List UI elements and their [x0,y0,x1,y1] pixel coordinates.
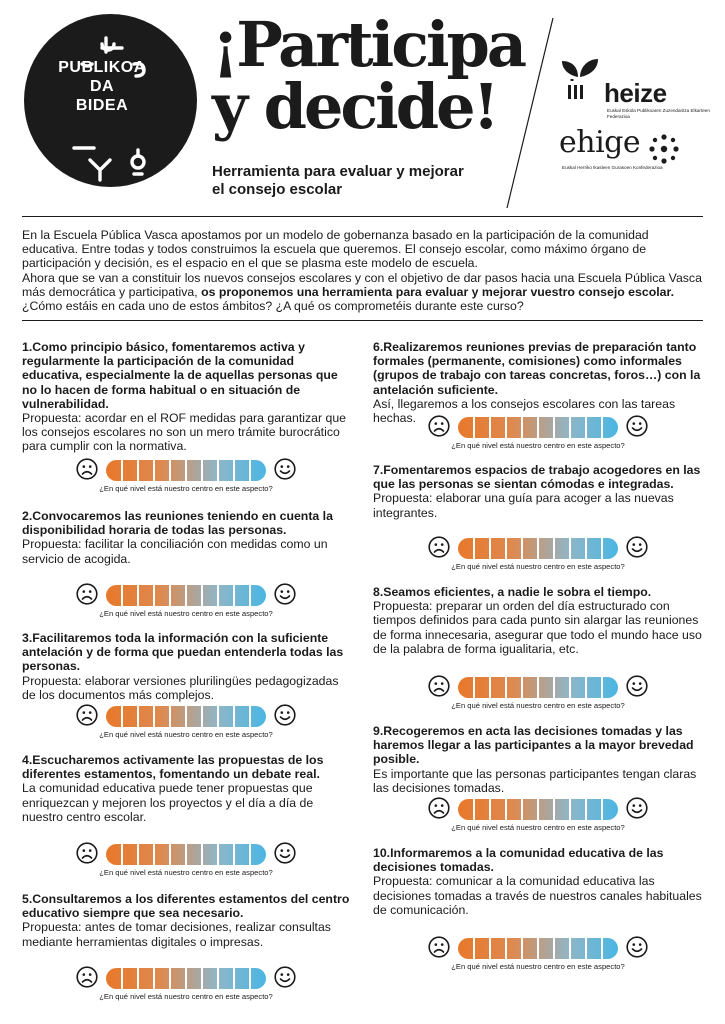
commitment-item-5 [22,892,354,949]
rating-segment-divider [121,460,123,481]
rating-segment-divider [121,585,123,606]
rating-bar[interactable] [106,844,266,865]
rating-scale-5[interactable] [76,966,296,1006]
rating-segment-divider [201,585,203,606]
rating-segment-divider [233,585,235,606]
rating-segment-divider [601,799,603,820]
rating-bar[interactable] [106,968,266,989]
rating-segment-divider [585,799,587,820]
rating-segment-divider [121,844,123,865]
rating-segment-divider [233,844,235,865]
commitment-title: 10.Informaremos a la comunidad educativa de las decisiones tomadas. [373,846,664,875]
commitment-item-6 [373,340,705,425]
commitment-title: 8.Seamos eficientes, a nadie le sobra el tiempo. [373,585,652,599]
commitment-proposal: Es importante que las personas participantes tengan claras las decisiones tomadas. [373,766,697,795]
rating-segment-divider [473,938,475,959]
rating-segment-divider [601,938,603,959]
rating-segment-divider [201,844,203,865]
rating-question: ¿En qué nivel está nuestro centro en este aspecto? [99,609,273,618]
intro-paragraph-2 [22,271,702,314]
rating-segment-divider [569,799,571,820]
rating-segment-divider [137,706,139,727]
rating-question: ¿En qué nivel está nuestro centro en este aspecto? [99,992,273,1001]
rating-bar[interactable] [458,677,618,698]
rating-segment-divider [521,538,523,559]
commitment-proposal: Propuesta: elaborar una guía para acoger a las nuevas integrantes. [373,491,674,520]
rating-segment-divider [137,585,139,606]
commitment-item-9 [373,724,705,795]
rating-segment-divider [249,706,251,727]
sad-face-icon[interactable] [76,704,98,726]
title-line-2: y decide! [212,70,497,143]
commitment-proposal: Propuesta: preparar un orden del día estructurado con tiempos definidos para cada punto sin alargar las reuniones de forma innecesaria, asegurar que todo el mundo hace uso de la palabra de forma igualitaria, etc. [373,599,702,656]
rating-scale-8[interactable] [428,675,648,715]
rating-segment-divider [505,538,507,559]
rating-question: ¿En qué nivel está nuestro centro en este aspecto? [451,701,625,710]
rating-bar[interactable] [458,538,618,559]
rating-segment-divider [217,460,219,481]
rating-segment-divider [153,460,155,481]
page-subtitle: Herramienta para evaluar y mejorar el consejo escolar [212,163,464,198]
rating-segment-divider [553,417,555,438]
rating-bar[interactable] [458,799,618,820]
rating-segment-divider [233,706,235,727]
happy-face-icon[interactable] [626,936,648,958]
rating-segment-divider [537,938,539,959]
rating-segment-divider [601,677,603,698]
sad-face-icon[interactable] [76,458,98,480]
rating-segment-divider [505,417,507,438]
commitment-proposal: La comunidad educativa puede tener propuestas que enriquezcan y mejoren los proyectos y el día a día de nuestro centro escolar. [22,781,314,824]
rating-segment-divider [169,460,171,481]
rating-segment-divider [201,706,203,727]
rating-segment-divider [489,417,491,438]
rating-segment-divider [569,538,571,559]
rating-segment-divider [249,460,251,481]
sad-face-icon[interactable] [76,583,98,605]
rating-segment-divider [121,706,123,727]
rating-segment-divider [249,585,251,606]
rating-segment-divider [537,538,539,559]
rating-segment-divider [601,538,603,559]
rating-segment-divider [489,938,491,959]
title-line-1: ¡Participa [212,8,525,81]
rating-segment-divider [521,938,523,959]
rating-segment-divider [569,677,571,698]
logo-wordmark [42,58,162,115]
header-divider [505,18,555,208]
rating-scale-3[interactable] [76,704,296,744]
rating-segment-divider [137,460,139,481]
rating-segment-divider [537,799,539,820]
sad-face-icon[interactable] [428,797,450,819]
rating-segment-divider [185,968,187,989]
rating-segment-divider [505,677,507,698]
rating-segment-divider [137,968,139,989]
rating-scale-6[interactable] [428,415,648,455]
rating-segment-divider [153,585,155,606]
rating-bar[interactable] [458,417,618,438]
rating-segment-divider [505,938,507,959]
rating-segment-divider [537,417,539,438]
commitment-title: 4.Escucharemos activamente las propuestas de los diferentes estamentos, fomentando un debate real. [22,753,324,782]
rating-segment-divider [521,417,523,438]
rating-segment-divider [185,460,187,481]
rating-segment-divider [489,538,491,559]
rating-bar[interactable] [458,938,618,959]
commitment-title: 5.Consultaremos a los diferentes estamentos del centro educativo siempre que sea necesario. [22,892,350,921]
commitment-proposal: Propuesta: antes de tomar decisiones, realizar consultas mediante herramientas digitales o impresas. [22,920,331,949]
rating-segment-divider [585,677,587,698]
sparkle-dots-icon [647,132,681,166]
commitment-item-7 [373,463,705,520]
sad-face-icon[interactable] [428,936,450,958]
rating-segment-divider [601,417,603,438]
rating-segment-divider [153,968,155,989]
rating-segment-divider [169,968,171,989]
rating-segment-divider [249,844,251,865]
rating-question: ¿En qué nivel está nuestro centro en este aspecto? [451,823,625,832]
rating-question: ¿En qué nivel está nuestro centro en este aspecto? [451,441,625,450]
rating-segment-divider [505,799,507,820]
commitment-title: 2.Convocaremos las reuniones teniendo en cuenta la disponibilidad horaria de todas las personas. [22,509,333,538]
rating-segment-divider [585,417,587,438]
rating-question: ¿En qué nivel está nuestro centro en este aspecto? [99,868,273,877]
sad-face-icon[interactable] [76,966,98,988]
rating-bar[interactable] [106,706,266,727]
rating-segment-divider [553,799,555,820]
happy-face-icon[interactable] [274,704,296,726]
intro-text [22,228,702,313]
rating-question: ¿En qué nivel está nuestro centro en este aspecto? [451,562,625,571]
intro-paragraph-2-end: ¿Cómo estáis en cada uno de estos ámbitos? ¿A qué os comprometéis durante este curso? [22,299,524,314]
intro-divider [22,320,703,321]
rating-segment-divider [473,538,475,559]
rating-scale-10[interactable] [428,936,648,976]
rating-segment-divider [473,417,475,438]
rating-segment-divider [201,968,203,989]
intro-paragraph-1: En la Escuela Pública Vasca apostamos por un modelo de gobernanza basado en la participación de la comunidad educativa. Entre todas y todos construimos la escuela que queremos. El consejo escolar, como máximo órgano de participación y decisión, es el espacio en el que se plasma este modelo de escuela. [22,228,649,271]
commitment-title: 1.Como principio básico, fomentaremos activa y regularmente la participación de la comunidad educativa, especialmente la de aquellas personas que no lo hacen de forma habitual o en situación de vulnerabilidad. [22,340,338,411]
rating-bar[interactable] [106,460,266,481]
rating-segment-divider [169,706,171,727]
rating-segment-divider [153,844,155,865]
rating-segment-divider [153,706,155,727]
rating-scale-1[interactable] [76,458,296,498]
heize-logo-subtitle: Euskal Eskola Publikoaren Zuzendaritza Elkarteen Federazioa [607,108,710,119]
rating-segment-divider [553,938,555,959]
happy-face-icon[interactable] [274,842,296,864]
rating-segment-divider [201,460,203,481]
ehige-logo-name: ehige [559,125,641,160]
rating-scale-7[interactable] [428,536,648,576]
rating-segment-divider [217,706,219,727]
rating-segment-divider [249,968,251,989]
rating-question: ¿En qué nivel está nuestro centro en este aspecto? [451,962,625,971]
ehige-logo-subtitle: Euskal Herriko Ikasleen Gurasoen Konfederazioa [562,165,663,170]
intro-paragraph-2-highlight: os proponemos una herramienta para evaluar y mejorar vuestro consejo escolar. [201,284,674,299]
commitment-proposal: Propuesta: elaborar versiones plurilingües pedagogizadas de los documentos más complejos. [22,673,339,702]
rating-scale-2[interactable] [76,583,296,623]
commitment-item-2 [22,509,354,566]
commitment-title: 3.Facilitaremos toda la información con la suficiente antelación y de forma que puedan entenderla todas las personas. [22,631,344,674]
rating-segment-divider [185,844,187,865]
rating-segment-divider [569,938,571,959]
rating-scale-4[interactable] [76,842,296,882]
commitment-proposal: Propuesta: acordar en el ROF medidas para garantizar que los consejos escolares no son un mero trámite burocrático para cumplir con la normativa. [22,411,346,454]
logo-line-2: DA [89,78,115,95]
rating-question: ¿En qué nivel está nuestro centro en este aspecto? [99,730,273,739]
happy-face-icon[interactable] [274,966,296,988]
page-title [212,8,532,143]
heize-logo-name: heize [604,78,667,108]
rating-segment-divider [473,799,475,820]
sprout-icon [558,55,602,105]
commitment-proposal: Propuesta: facilitar la conciliación con medidas como un servicio de acogida. [22,537,328,566]
rating-segment-divider [521,677,523,698]
happy-face-icon[interactable] [626,675,648,697]
rating-segment-divider [553,677,555,698]
commitment-title: 6.Realizaremos reuniones previas de preparación tanto formales (permanente, comisiones) como informales (grupos de trabajo con tareas concretas, foros…) con la antelación suficiente. [373,340,701,397]
rating-segment-divider [233,460,235,481]
rating-segment-divider [553,538,555,559]
happy-face-icon[interactable] [274,583,296,605]
commitment-title: 7.Fomentaremos espacios de trabajo acogedores en las que las personas se sientan cómodas e integradas. [373,463,701,492]
rating-segment-divider [489,677,491,698]
commitment-item-10 [373,846,705,917]
rating-segment-divider [185,706,187,727]
commitment-proposal: Propuesta: comunicar a la comunidad educativa las decisiones tomadas a través de nuestros canales habituales de comunicación. [373,874,702,917]
top-divider [22,216,703,217]
happy-face-icon[interactable] [274,458,296,480]
sad-face-icon[interactable] [428,675,450,697]
rating-segment-divider [585,938,587,959]
rating-segment-divider [585,538,587,559]
intro-paragraph-2-start: Ahora que se van a constituir los nuevos consejos escolares y con el objetivo de dar pasos hacia una Escuela Pública Vasca más democrática y participativa, [22,270,702,299]
rating-segment-divider [121,968,123,989]
rating-segment-divider [489,799,491,820]
commitment-proposal: Así, llegaremos a los consejos escolares con las tareas hechas. [373,396,676,426]
happy-face-icon[interactable] [626,415,648,437]
happy-face-icon[interactable] [626,536,648,558]
rating-segment-divider [537,677,539,698]
happy-face-icon[interactable] [626,797,648,819]
rating-scale-9[interactable] [428,797,648,837]
logo-line-3: BIDEA [75,97,129,114]
commitment-item-1 [22,340,354,454]
rating-segment-divider [217,585,219,606]
rating-segment-divider [521,799,523,820]
commitment-item-8 [373,585,705,656]
rating-segment-divider [233,968,235,989]
rating-bar[interactable] [106,585,266,606]
rating-segment-divider [185,585,187,606]
rating-segment-divider [169,844,171,865]
rating-segment-divider [169,585,171,606]
rating-segment-divider [137,844,139,865]
sad-face-icon[interactable] [428,415,450,437]
rating-question: ¿En qué nivel está nuestro centro en este aspecto? [99,484,273,493]
commitment-title: 9.Recogeremos en acta las decisiones tomadas y las haremos llegar a las participantes a la mayor brevedad posible. [373,724,694,767]
rating-segment-divider [217,968,219,989]
commitment-item-3 [22,631,354,702]
rating-segment-divider [569,417,571,438]
rating-segment-divider [217,844,219,865]
sad-face-icon[interactable] [428,536,450,558]
commitment-item-4 [22,753,354,824]
logo-line-1: PUBLIKOA [58,59,146,76]
rating-segment-divider [473,677,475,698]
sad-face-icon[interactable] [76,842,98,864]
